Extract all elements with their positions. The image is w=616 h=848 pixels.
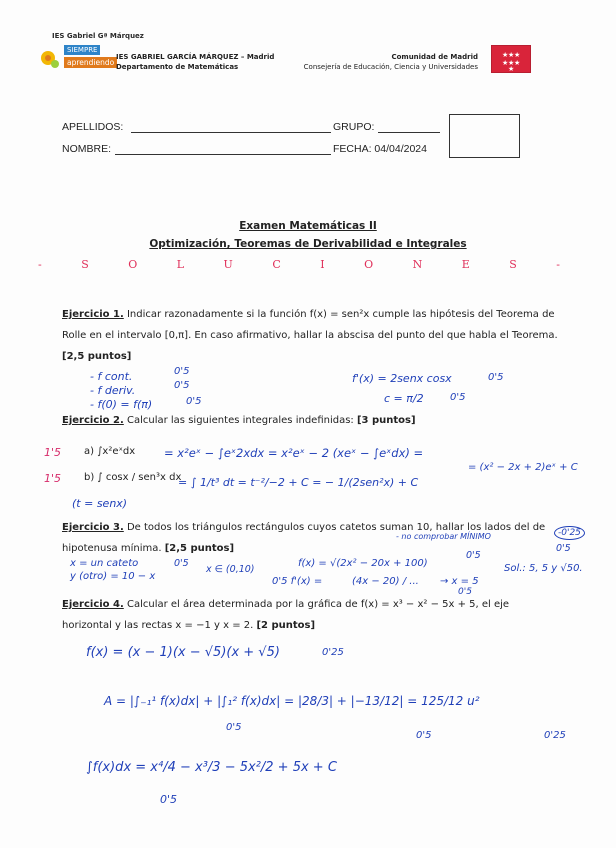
e1-hypothesis-deriv: - f deriv. [90, 384, 136, 397]
grupo-field[interactable] [378, 121, 440, 133]
e2-a-result: = (x² − 2x + 2)eˣ + C [468, 462, 578, 473]
e1-score-2: 0'5 [174, 380, 190, 391]
exam-title: Examen Matemáticas II [239, 220, 377, 232]
e4-score-1: 0'25 [322, 647, 344, 658]
exercise-1 [62, 304, 562, 367]
flag-stars-icon [492, 46, 530, 72]
e1-derivative: f'(x) = 2senx cosx [352, 372, 452, 385]
e1-hypothesis-equal: - f(0) = f(π) [90, 398, 153, 411]
exercise-2-label: Ejercicio 2. [62, 415, 124, 426]
e4-score-3: 0'5 [416, 730, 432, 741]
region-council: Consejería de Educación, Ciencia y Universidades [303, 63, 478, 71]
exercise-4-label: Ejercicio 4. [62, 599, 124, 610]
e1-score-5: 0'5 [450, 392, 466, 403]
e2-b-work: = ∫ 1/t³ dt = t⁻²/−2 + C = − 1/(2sen²x) + C [178, 476, 419, 489]
department-name: Departamento de Matemáticas [116, 63, 239, 71]
apellidos-label: APELLIDOS: [62, 121, 124, 133]
e4-score-5: 0'5 [160, 793, 178, 806]
nombre-field[interactable] [115, 143, 331, 155]
e3-function: f(x) = √(2x² − 20x + 100) [298, 558, 428, 569]
e4-score-4: 0'25 [544, 730, 566, 741]
svg-text:★: ★ [502, 51, 509, 59]
e3-derivative-label: 0'5 f'(x) = [272, 576, 323, 587]
e3-penalty: -0'25 [554, 526, 585, 540]
grupo-label: GRUPO: [333, 121, 375, 133]
exercise-4-points: [2 puntos] [256, 620, 316, 631]
e3-score-1: 0'5 [174, 558, 189, 569]
school-info [116, 52, 274, 72]
e4-score-2: 0'5 [226, 722, 242, 733]
exercise-4-text: Calcular el área determinada por la gráfica de f(x) = x³ − x² − 5x + 5, el eje horizontal y las rectas x = −1 y x = 2. [62, 599, 510, 631]
school-name: IES GABRIEL GARCÍA MÁRQUEZ – Madrid [116, 53, 275, 61]
e4-factorization: f(x) = (x − 1)(x − √5)(x + √5) [86, 645, 280, 660]
e1-abscissa: c = π/2 [384, 392, 424, 405]
e3-score-2: 0'5 [466, 550, 481, 561]
region-info [304, 52, 478, 72]
e3-note: - no comprobar MÍNIMO [396, 532, 491, 541]
exercise-2 [62, 410, 562, 431]
e2-score-b: 1'5 [44, 472, 62, 485]
e3-cateto-y: y (otro) = 10 − x [70, 571, 156, 582]
e3-score-4: 0'5 [556, 543, 571, 554]
exercise-1-text: Indicar razonadamente si la función f(x) = sen²x cumple las hipótesis del Teorema de Rolle en el intervalo [0,π]. En caso afirmativo, hallar la abscisa del punto del que habla el Teorema. [62, 309, 558, 341]
soluciones-heading: - S O L U C I O N E S - [38, 258, 578, 271]
e4-primitive: ∫f(x)dx = x⁴/4 − x³/3 − 5x²/2 + 5x + C [86, 760, 337, 775]
svg-text:★: ★ [514, 59, 521, 67]
e3-domain: x ∈ (0,10) [206, 564, 255, 575]
e3-solution: Sol.: 5, 5 y √50. [504, 563, 583, 574]
exercise-2-item-b: b) ∫ cosx / sen³x dx [84, 472, 182, 483]
exercise-3-text: De todos los triángulos rectángulos cuyos catetos suman 10, hallar los lados del de hipotenusa mínima. [62, 522, 546, 554]
logo-aprendiendo: aprendiendo [64, 57, 117, 68]
e1-score-1: 0'5 [174, 366, 190, 377]
e2-substitution: (t = senx) [72, 497, 128, 510]
exercise-1-points: [2,5 puntos] [62, 351, 132, 362]
svg-text:★: ★ [502, 59, 509, 67]
svg-text:★: ★ [508, 59, 515, 67]
e1-score-4: 0'5 [488, 372, 504, 383]
grade-box[interactable] [449, 114, 520, 158]
e3-critical-point: → x = 5 [440, 576, 479, 587]
e3-cateto-x: x = un cateto [70, 558, 139, 569]
exercise-2-text: Calcular las siguientes integrales indefinidas: [126, 415, 354, 426]
logo-siempre: SIEMPRE [64, 45, 100, 55]
e2-score-a: 1'5 [44, 446, 62, 459]
exercise-2-item-a: a) ∫x²eˣdx [84, 446, 136, 457]
e1-hypothesis-cont: - f cont. [90, 370, 133, 383]
e3-derivative: (4x − 20) / ... [352, 576, 419, 587]
svg-text:★: ★ [508, 65, 515, 72]
svg-text:★: ★ [514, 51, 521, 59]
e3-score-3: 0'5 [458, 587, 472, 597]
svg-text:★: ★ [508, 51, 515, 59]
exercise-1-label: Ejercicio 1. [62, 309, 124, 320]
madrid-flag [491, 45, 531, 73]
exercise-2-points: [3 puntos] [356, 415, 416, 426]
logo-title: IES Gabriel Gª Márquez [52, 32, 144, 40]
e1-score-3: 0'5 [186, 396, 202, 407]
region-name: Comunidad de Madrid [391, 53, 478, 61]
e4-area: A = |∫₋₁¹ f(x)dx| + |∫₁² f(x)dx| = |28/3| + |−13/12| = 125/12 u² [104, 694, 480, 708]
e2-a-work: = x²eˣ − ∫eˣ2xdx = x²eˣ − 2 (xeˣ − ∫eˣdx) = [164, 446, 424, 460]
fecha-label: FECHA: 04/04/2024 [333, 143, 427, 155]
exercise-3-points: [2,5 puntos] [164, 543, 235, 554]
exercise-4 [62, 594, 562, 636]
nombre-label: NOMBRE: [62, 143, 112, 155]
exam-subtitle: Optimización, Teoremas de Derivabilidad e Integrales [149, 238, 467, 250]
apellidos-field[interactable] [131, 121, 331, 133]
exercise-3-label: Ejercicio 3. [62, 522, 124, 533]
